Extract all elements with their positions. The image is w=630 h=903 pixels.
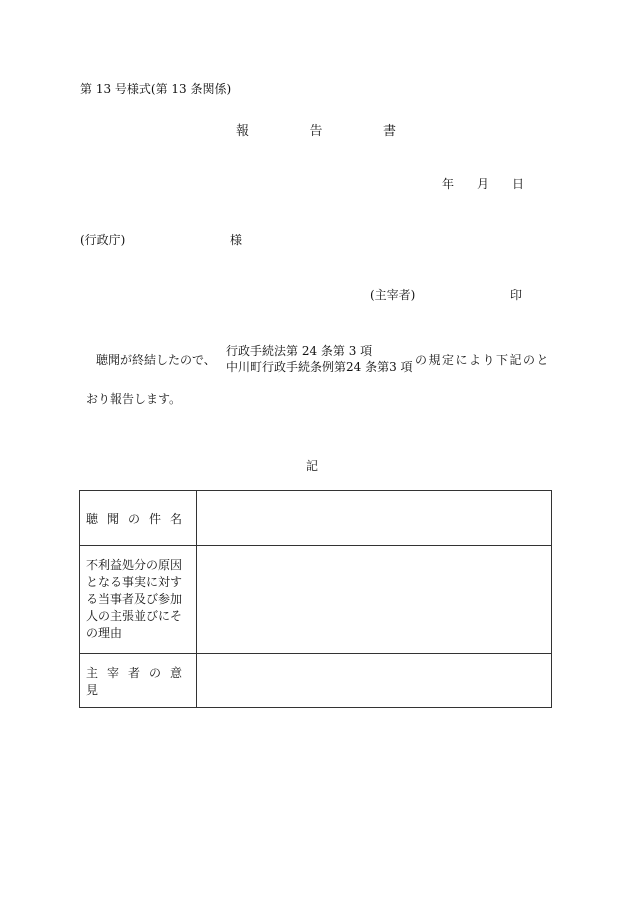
document-title: [236, 120, 396, 139]
facts-line-5: の理由: [86, 626, 123, 640]
report-table: [79, 490, 552, 708]
hearing-case-name-text: 聴聞の件名: [86, 511, 192, 526]
seal-mark: 印: [510, 288, 523, 302]
presider-opinion-value[interactable]: [197, 654, 552, 708]
addressee-honorific: 様: [230, 233, 243, 247]
date-year: 年: [442, 177, 455, 191]
table-row: [80, 546, 552, 654]
date-line: [442, 175, 524, 192]
table-row: [80, 654, 552, 708]
facts-line-4: 人の主張並びにそ: [86, 609, 183, 623]
law-reference-line-1: 行政手続法第 24 条第 3 項: [226, 344, 373, 358]
ki-heading: 記: [306, 459, 319, 473]
presider-opinion-text: 主宰者の意見: [86, 665, 192, 697]
presider-opinion-label: [80, 654, 197, 708]
facts-and-claims-value[interactable]: [197, 546, 552, 654]
facts-and-claims-label: [80, 546, 197, 654]
law-reference: [226, 343, 413, 375]
facts-line-2: となる事実に対す: [86, 575, 183, 589]
body-lead-text: 聴聞が終結したので、: [96, 353, 216, 367]
date-day: 日: [511, 177, 524, 191]
title-char-2: 告: [309, 124, 323, 139]
body-continuation-text: おり報告します。: [86, 392, 182, 406]
date-month: 月: [476, 177, 489, 191]
form-number: 第 13 号様式(第 13 条関係): [80, 82, 232, 96]
facts-line-1: 不利益処分の原因: [86, 558, 183, 572]
body-tail-text: の規定により下記のと: [415, 353, 551, 367]
hearing-case-name-value[interactable]: [197, 491, 552, 546]
title-char-3: 書: [382, 124, 396, 139]
facts-line-3: る当事者及び参加: [86, 592, 183, 606]
title-char-1: 報: [236, 124, 250, 139]
addressee-agency: (行政庁): [80, 233, 126, 247]
hearing-case-name-label: [80, 491, 197, 546]
law-reference-line-2: 中川町行政手続条例第24 条第3 項: [226, 360, 413, 374]
presider-label: (主宰者): [370, 288, 416, 302]
table-row: [80, 491, 552, 546]
